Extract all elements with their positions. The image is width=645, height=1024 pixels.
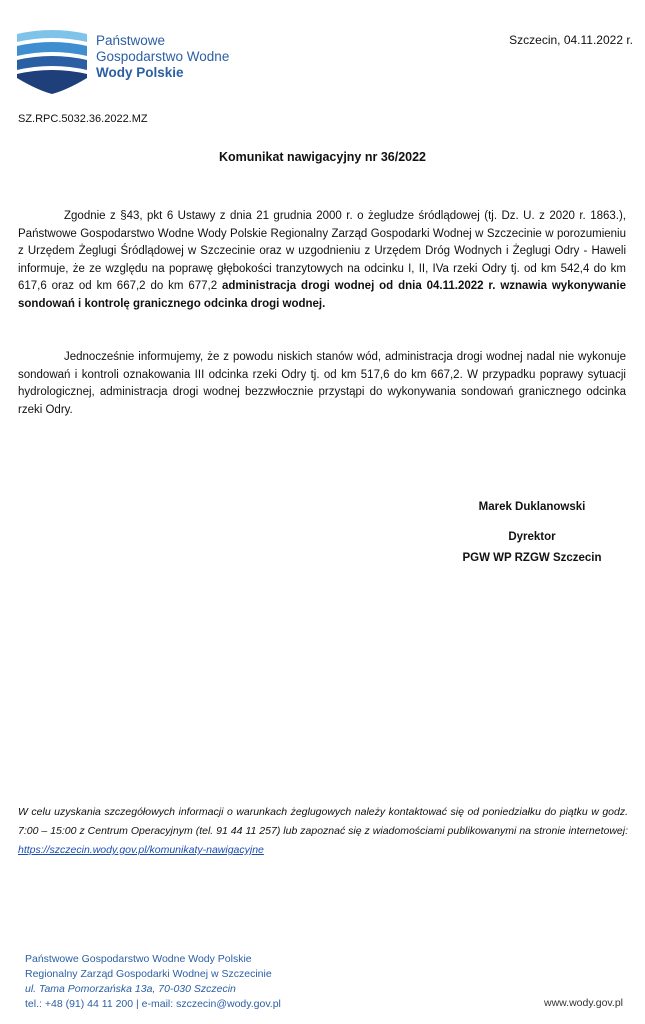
footer-line-1: Państwowe Gospodarstwo Wodne Wody Polskie xyxy=(25,953,252,965)
paragraph-1 xyxy=(18,208,626,314)
footer-contact: tel.: +48 (91) 44 11 200 | e-mail: szczecin@wody.gov.pl xyxy=(25,998,281,1010)
footer-website: www.wody.gov.pl xyxy=(544,997,623,1009)
paragraph-1-bold: administracja drogi wodnej od dnia 04.11.2022 r. wznawia wykonywanie sondowań i kontrolę granicznego odcinka drogi wodnej. xyxy=(18,280,627,310)
logo-line-2: Gospodarstwo Wodne xyxy=(96,49,230,64)
logo-line-1: Państwowe xyxy=(96,33,166,48)
reference-number: SZ.RPC.5032.36.2022.MZ xyxy=(18,113,148,125)
footer-address xyxy=(25,952,281,1012)
document-title: Komunikat nawigacyjny nr 36/2022 xyxy=(218,150,427,164)
signature-org: PGW WP RZGW Szczecin xyxy=(462,552,602,564)
logo-text xyxy=(96,33,229,81)
footer-line-2: Regionalny Zarząd Gospodarki Wodnej w Szczecinie xyxy=(25,968,272,980)
document-date: Szczecin, 04.11.2022 r. xyxy=(509,33,633,47)
footer-address-line: ul. Tama Pomorzańska 13a, 70-030 Szczecin xyxy=(25,983,236,995)
paragraph-1-text: Zgodnie z §43, pkt 6 Ustawy z dnia 21 grudnia 2000 r. o żegludze śródlądowej (tj. Dz. U. z 2020 r. 1863.), Państwowe Gospodarstwo Wodne Wody Polskie Regionalny Zarząd Gospodarki Wodnej w Szczecinie w porozumieniu z Urzędem Żeglugi Śródlądowej w Szczecinie oraz w uzgodnieniu z Urzędem Dróg Wodnych i Żeglugi Odry - Haweli informuje, że ze względu na poprawę głębokości tranzytowych na odcinku I, II, IVa rzeki Odry tj. od km 542,4 do km 617,6 oraz od km 667,2 do km 677,2 xyxy=(18,210,626,293)
komunikaty-link[interactable]: https://szczecin.wody.gov.pl/komunikaty-nawigacyjne xyxy=(18,844,264,856)
signature-role: Dyrektor xyxy=(508,531,556,543)
logo-line-3: Wody Polskie xyxy=(96,65,184,80)
wody-polskie-logo-icon xyxy=(17,28,87,94)
contact-info-text: W celu uzyskania szczegółowych informacji o warunkach żeglugowych należy kontaktować się od poniedziałku do piątku w godz. 7:00 – 15:00 z Centrum Operacyjnym (tel. 91 44 11 257) lub zapoznać się z wiadomościami publikowanymi na stronie internetowej: xyxy=(18,806,628,837)
paragraph-2 xyxy=(18,349,626,419)
signature-name: Marek Duklanowski xyxy=(478,501,586,513)
contact-info-paragraph xyxy=(18,803,628,860)
paragraph-2-text: Jednocześnie informujemy, że z powodu niskich stanów wód, administracja drogi wodnej nadal nie wykonuje sondowań i kontroli oznakowania III odcinka rzeki Odry tj. od km 517,6 do km 667,2. W przypadku poprawy sytuacji hydrologicznej, administracja drogi wodnej bezzwłocznie przystąpi do wykonywania sondowań granicznego odcinka rzeki Odry. xyxy=(18,351,626,416)
